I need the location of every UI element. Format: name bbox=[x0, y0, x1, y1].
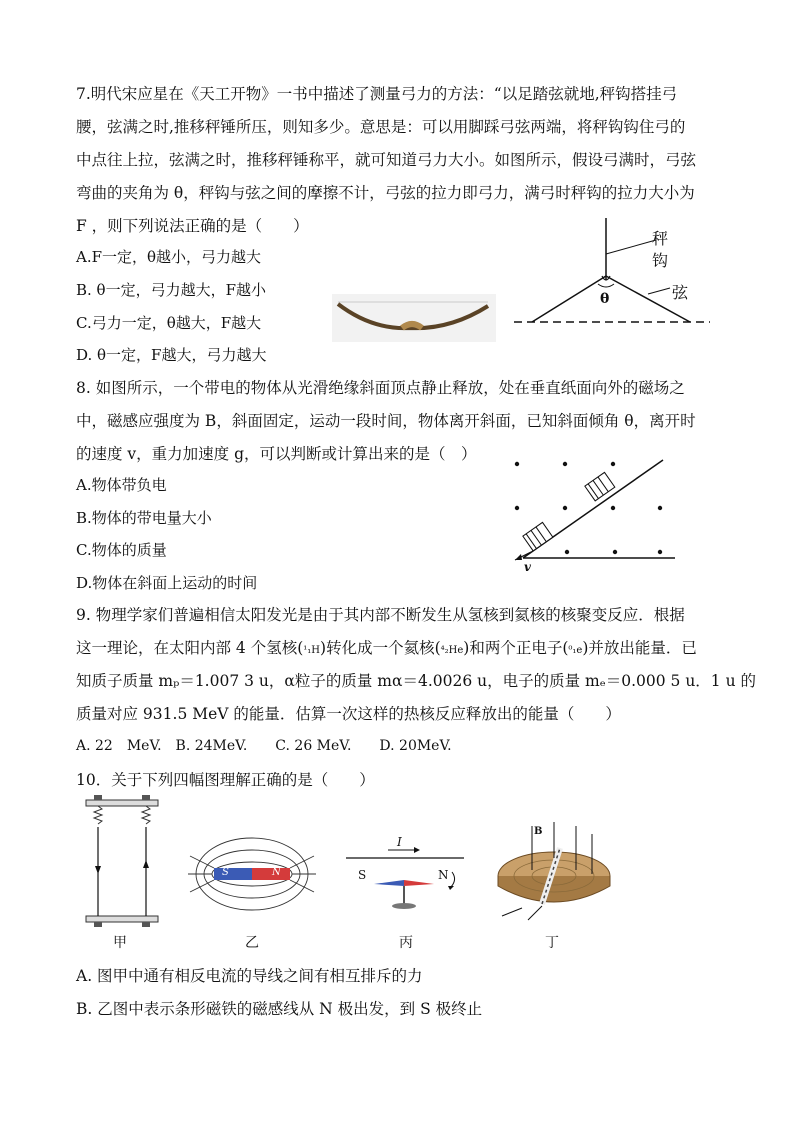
caption-ding: 丁 bbox=[545, 935, 559, 951]
q7-line-3: 中点往上拉，弦满之时，推移秤锤称平，就可知道弓力大小。如图所示，假设弓满时，弓弦 bbox=[76, 151, 697, 169]
label-angle: θ bbox=[600, 291, 610, 307]
caption-yi: 乙 bbox=[245, 935, 259, 951]
q8-line-2: 中，磁感应强度为 B，斜面固定，运动一段时间，物体离开斜面，已知斜面倾角 θ，离开时 bbox=[76, 412, 696, 430]
q8-option-d: D.物体在斜面上运动的时间 bbox=[76, 574, 258, 592]
q7-option-b: B. θ一定，弓力越大，F越小 bbox=[76, 281, 266, 299]
north-label: N bbox=[438, 868, 449, 882]
q9-line-2a: 这一理论，在太阳内部 4 个氢核( bbox=[76, 639, 304, 657]
positron-symbol: ⁰₁e bbox=[568, 645, 583, 656]
q7-line-2: 腰，弦满之时,推移秤锤所压，则知多少。意思是：可以用脚踩弓弦两端，将秤钩钩住弓的 bbox=[76, 118, 686, 136]
disk-field-figure bbox=[492, 818, 616, 922]
q9-line-4: 质量对应 931.5 MeV 的能量．估算一次这样的热核反应释放出的能量（ ） bbox=[76, 705, 621, 723]
magnet-s-label: S bbox=[222, 867, 229, 878]
q8-option-b: B.物体的带电量大小 bbox=[76, 509, 212, 527]
hydrogen-symbol: ¹₁H bbox=[303, 645, 321, 656]
label-velocity: v bbox=[524, 560, 531, 574]
caption-bing: 丙 bbox=[399, 935, 413, 951]
label-string: 弦 bbox=[672, 283, 689, 302]
q10-stem: 10．关于下列四幅图理解正确的是（ ） bbox=[76, 771, 375, 789]
q9-line-2d: )并放出能量．已 bbox=[582, 639, 697, 657]
helium-symbol: ⁴₂He bbox=[440, 645, 464, 656]
q9-line-1: 9. 物理学家们普遍相信太阳发光是由于其内部不断发生从氢核到氦核的核聚变反应．根据 bbox=[76, 606, 685, 624]
hook-string-figure bbox=[508, 214, 718, 332]
q9-line-2 bbox=[76, 638, 697, 661]
q8-line-1: 8. 如图所示，一个带电的物体从光滑绝缘斜面顶点静止释放，处在垂直纸面向外的磁场之 bbox=[76, 379, 685, 397]
caption-jia: 甲 bbox=[113, 935, 127, 951]
q10-option-a: A. 图甲中通有相反电流的导线之间有相互排斥的力 bbox=[76, 967, 423, 985]
q9-line-3: 知质子质量 mₚ＝1.007 3 u，α粒子的质量 mα＝4.0026 u，电子的质量 mₑ＝0.000 5 u．1 u 的 bbox=[76, 672, 756, 690]
parallel-wires-figure bbox=[80, 794, 164, 930]
bow-figure bbox=[332, 294, 496, 342]
q7-option-c: C.弓力一定，θ越大，F越大 bbox=[76, 314, 262, 332]
q8-line-3: 的速度 v，重力加速度 g，可以判断或计算出来的是（ ） bbox=[76, 445, 477, 463]
q8-option-a: A.物体带负电 bbox=[76, 476, 167, 494]
label-hook-1: 秤 bbox=[652, 229, 669, 248]
q9-line-2b: )转化成一个氦核( bbox=[320, 639, 441, 657]
current-label: I bbox=[397, 835, 402, 849]
south-label: S bbox=[358, 868, 367, 882]
magnet-n-label: N bbox=[272, 867, 281, 878]
q7-option-d: D. θ一定，F越大，弓力越大 bbox=[76, 346, 267, 364]
q9-line-2c: )和两个正电子( bbox=[463, 639, 569, 657]
q9-options: A. 22 MeV. B. 24MeV. C. 26 MeV. D. 20MeV. bbox=[76, 738, 452, 754]
label-hook-2: 钩 bbox=[652, 251, 669, 270]
q10-option-b: B. 乙图中表示条形磁铁的磁感线从 N 极出发，到 S 极终止 bbox=[76, 1000, 483, 1018]
field-label: B bbox=[534, 826, 543, 837]
bar-magnet-figure bbox=[184, 828, 320, 920]
q7-option-a: A.F一定，θ越小，弓力越大 bbox=[76, 248, 262, 266]
q7-line-5: F ，则下列说法正确的是（ ） bbox=[76, 217, 309, 235]
q7-line-1: 7.明代宋应星在《天工开物》一书中描述了测量弓力的方法：“以足踏弦就地,秤钩搭挂弓 bbox=[76, 85, 678, 103]
incline-field-figure bbox=[505, 456, 685, 574]
q7-line-4: 弯曲的夹角为 θ，秤钩与弦之间的摩擦不计，弓弦的拉力即弓力，满弓时秤钩的拉力大小为 bbox=[76, 184, 695, 202]
q8-option-c: C.物体的质量 bbox=[76, 541, 167, 559]
